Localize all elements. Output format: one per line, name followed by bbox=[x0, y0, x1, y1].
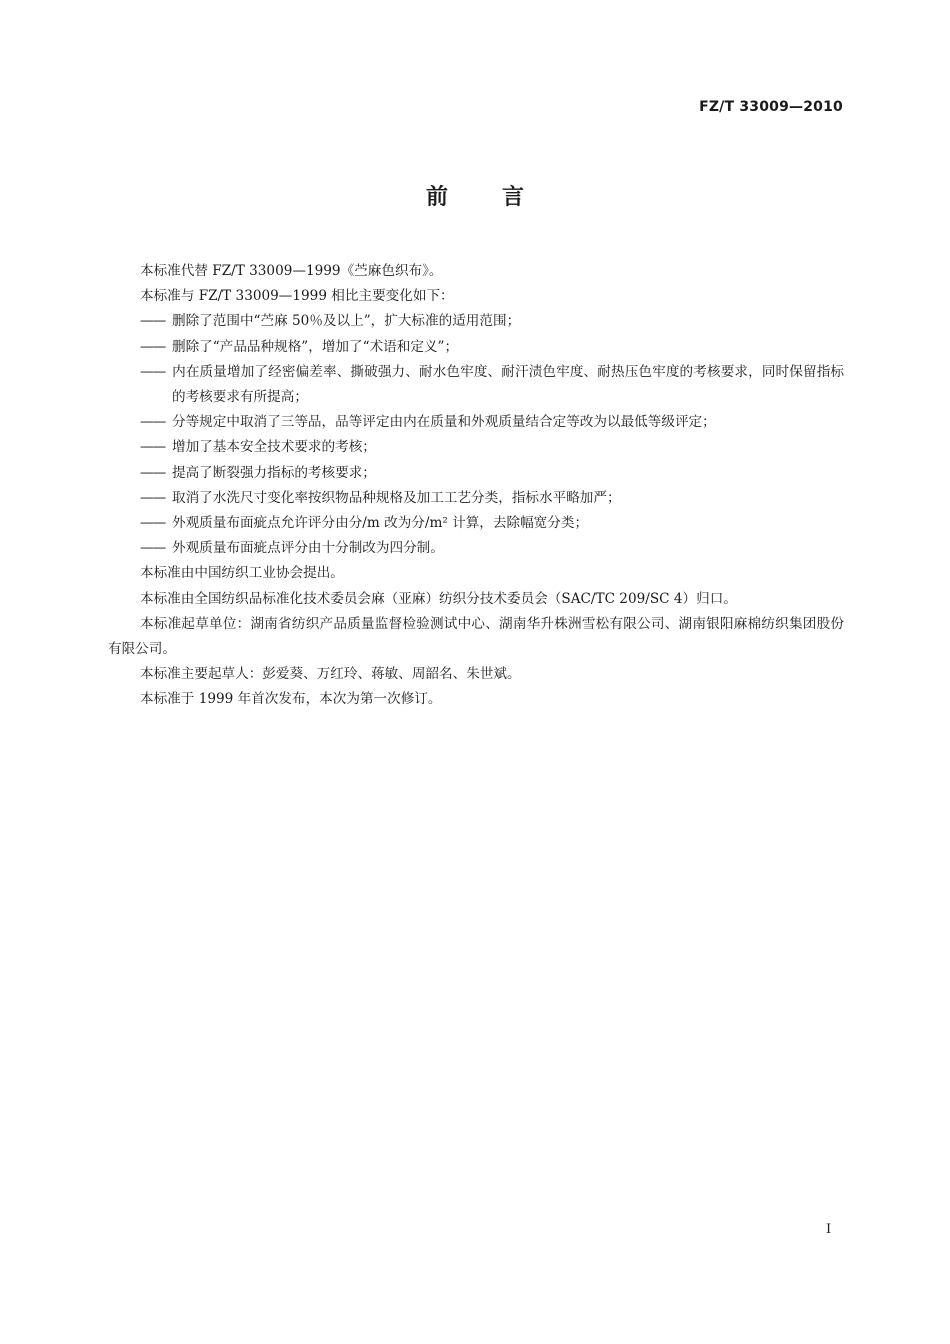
change-item bbox=[108, 410, 844, 435]
dash-mark: —— bbox=[140, 540, 166, 557]
change-item-text: 增加了基本安全技术要求的考核； bbox=[172, 439, 376, 456]
change-item-text: 外观质量布面疵点允许评分由分/m 改为分/m² 计算，去除幅宽分类； bbox=[172, 515, 589, 532]
paragraph-drafting-units: 本标准起草单位：湖南省纺织产品质量监督检验测试中心、湖南华升株洲雪松有限公司、湖南银阳麻棉纺织集团股份有限公司。 bbox=[108, 615, 844, 658]
page-number: I bbox=[826, 1222, 832, 1237]
dash-mark: —— bbox=[140, 464, 166, 481]
standard-code: FZ/T 33009—2010 bbox=[699, 99, 843, 115]
change-item bbox=[108, 360, 844, 410]
change-item bbox=[108, 486, 844, 511]
change-item bbox=[108, 309, 844, 334]
dash-mark: —— bbox=[140, 363, 166, 380]
change-item bbox=[108, 335, 844, 360]
dash-mark: —— bbox=[140, 515, 166, 532]
change-item bbox=[108, 461, 844, 486]
foreword-body bbox=[108, 259, 844, 713]
change-item-text: 删除了“产品品种规格”，增加了“术语和定义”； bbox=[172, 338, 459, 355]
page-title: 前言 bbox=[425, 185, 578, 210]
dash-mark: —— bbox=[140, 338, 166, 355]
dash-mark: —— bbox=[140, 414, 166, 431]
change-item-text: 外观质量布面疵点评分由十分制改为四分制。 bbox=[172, 540, 444, 557]
paragraph-changes-intro: 本标准与 FZ/T 33009—1999 相比主要变化如下： bbox=[140, 288, 454, 305]
paragraph-drafters: 本标准主要起草人：彭爱葵、万红玲、蒋敏、周韶名、朱世斌。 bbox=[140, 666, 521, 683]
change-item-text: 删除了范围中“苎麻 50％及以上”，扩大标准的适用范围； bbox=[172, 313, 521, 330]
dash-mark: —— bbox=[140, 313, 166, 330]
change-item bbox=[108, 435, 844, 460]
change-item-text: 内在质量增加了经密偏差率、撕破强力、耐水色牢度、耐汗渍色牢度、耐热压色牢度的考核要求，同时保留指标的考核要求有所提高； bbox=[172, 363, 844, 406]
paragraph-history: 本标准于 1999 年首次发布，本次为第一次修订。 bbox=[140, 691, 442, 708]
change-item-text: 提高了断裂强力指标的考核要求； bbox=[172, 464, 376, 481]
change-item-text: 分等规定中取消了三等品，品等评定由内在质量和外观质量结合定等改为以最低等级评定； bbox=[172, 414, 716, 431]
paragraph-jurisdiction: 本标准由全国纺织品标准化技术委员会麻（亚麻）纺织分技术委员会（SAC/TC 209/SC 4）归口。 bbox=[140, 590, 737, 607]
dash-mark: —— bbox=[140, 489, 166, 506]
change-item bbox=[108, 511, 844, 536]
paragraph-replaces: 本标准代替 FZ/T 33009—1999《苎麻色织布》。 bbox=[140, 263, 443, 279]
change-item-text: 取消了水洗尺寸变化率按织物品种规格及加工工艺分类，指标水平略加严； bbox=[172, 489, 621, 506]
paragraph-proposed-by: 本标准由中国纺织工业协会提出。 bbox=[140, 565, 344, 582]
change-item bbox=[108, 536, 844, 561]
dash-mark: —— bbox=[140, 439, 166, 456]
